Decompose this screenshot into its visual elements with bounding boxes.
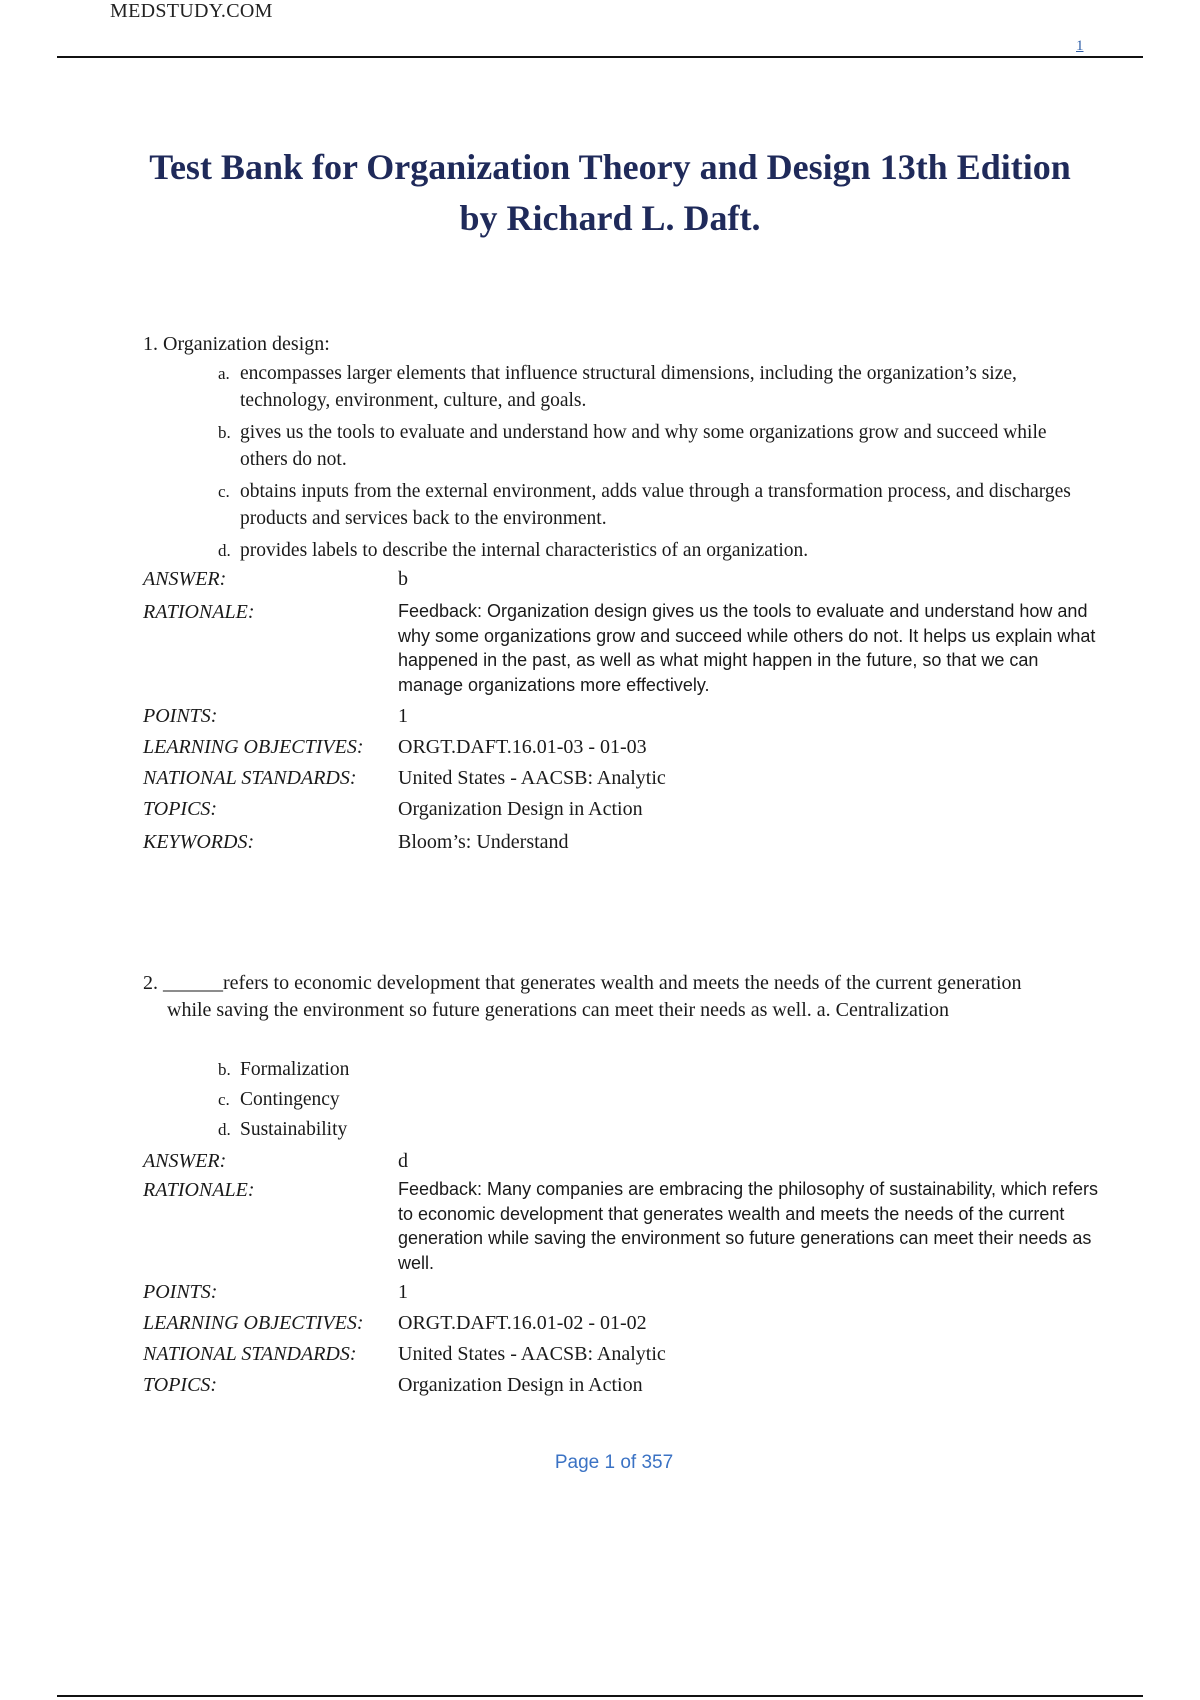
meta-row — [143, 1177, 1103, 1275]
option-text: gives us the tools to evaluate and understand how and why some organizations grow and succeed while others do not. — [240, 422, 1047, 470]
page-marker: 1 — [1076, 38, 1084, 54]
option-text: Sustainability — [240, 1119, 348, 1140]
meta-value: Organization Design in Action — [398, 798, 643, 820]
option-letter: b. — [218, 423, 231, 442]
option-text: Formalization — [240, 1059, 350, 1080]
meta-row — [143, 734, 1103, 761]
option-item — [218, 1116, 1098, 1143]
option-list — [218, 360, 1098, 564]
meta-label: KEYWORDS: — [143, 831, 255, 853]
option-letter: c. — [218, 1090, 230, 1109]
question-stem: 1. Organization design: — [143, 333, 330, 355]
meta-label: NATIONAL STANDARDS: — [143, 767, 357, 789]
answer-meta — [143, 1148, 1103, 1399]
meta-label: POINTS: — [143, 705, 218, 727]
option-list — [218, 1056, 1098, 1143]
site-name: MEDSTUDY.COM — [110, 0, 273, 22]
meta-row — [143, 599, 1103, 697]
meta-value: United States - AACSB: Analytic — [398, 1343, 666, 1365]
option-text: provides labels to describe the internal characteristics of an organization. — [240, 540, 809, 561]
option-text: encompasses larger elements that influence structural dimensions, including the organization’s size, technology, environment, culture, and goals. — [240, 363, 1017, 411]
meta-label: RATIONALE: — [143, 1179, 255, 1201]
option-item — [218, 537, 1098, 564]
header-rule — [57, 56, 1143, 58]
option-letter: c. — [218, 482, 230, 501]
question-stem — [143, 970, 1023, 1024]
option-item — [218, 478, 1098, 532]
option-letter: b. — [218, 1060, 231, 1079]
question-stem-text: 2. ______refers to economic development that generates wealth and meets the needs of the current generation while saving the environment so future generations can meet their needs as well. a. Centralization — [143, 972, 1022, 1021]
meta-label: POINTS: — [143, 1281, 218, 1303]
meta-value: Bloom’s: Understand — [398, 831, 569, 853]
meta-value: b — [398, 568, 408, 590]
meta-label: TOPICS: — [143, 798, 218, 820]
option-letter: d. — [218, 1120, 231, 1139]
meta-row — [143, 1372, 1103, 1399]
meta-row — [143, 566, 1103, 593]
meta-label: ANSWER: — [143, 568, 227, 590]
page-footer: Page 1 of 357 — [554, 1452, 674, 1473]
meta-label: TOPICS: — [143, 1374, 218, 1396]
meta-value: Feedback: Many companies are embracing the philosophy of sustainability, which refers to economic development that generates wealth and meets the needs of the current generation while saving the environment so future generations can meet their needs as well. — [398, 1179, 1099, 1273]
option-item — [218, 419, 1098, 473]
meta-value: 1 — [398, 705, 408, 727]
answer-meta — [143, 566, 1103, 856]
option-item — [218, 1086, 1098, 1113]
meta-row — [143, 1341, 1103, 1368]
option-text: Contingency — [240, 1089, 340, 1110]
meta-row — [143, 1310, 1103, 1337]
meta-row — [143, 703, 1103, 730]
meta-row — [143, 1148, 1103, 1175]
meta-row — [143, 796, 1103, 823]
option-letter: d. — [218, 541, 231, 560]
meta-value: 1 — [398, 1281, 408, 1303]
meta-label: LEARNING OBJECTIVES: — [143, 1312, 364, 1334]
option-item — [218, 1056, 1098, 1083]
meta-value: d — [398, 1150, 408, 1172]
meta-label: LEARNING OBJECTIVES: — [143, 736, 364, 758]
meta-value: ORGT.DAFT.16.01-02 - 01-02 — [398, 1312, 647, 1334]
option-letter: a. — [218, 364, 230, 383]
meta-label: NATIONAL STANDARDS: — [143, 1343, 357, 1365]
meta-value: Feedback: Organization design gives us the tools to evaluate and understand how and why some organizations grow and succeed while others do not. It helps us explain what happened in the past, as well as what might happen in the future, so that we can manage organizations more effectively. — [398, 601, 1096, 695]
meta-value: United States - AACSB: Analytic — [398, 767, 666, 789]
meta-row — [143, 1279, 1103, 1306]
meta-label: RATIONALE: — [143, 601, 255, 623]
meta-label: ANSWER: — [143, 1150, 227, 1172]
document-title: Test Bank for Organization Theory and Design 13th Edition by Richard L. Daft. — [149, 147, 1071, 238]
meta-value: ORGT.DAFT.16.01-03 - 01-03 — [398, 736, 647, 758]
option-item — [218, 360, 1098, 414]
option-text: obtains inputs from the external environment, adds value through a transformation process, and discharges products and services back to the environment. — [240, 481, 1071, 529]
footer-rule — [57, 1695, 1143, 1697]
meta-value: Organization Design in Action — [398, 1374, 643, 1396]
meta-row — [143, 829, 1103, 856]
meta-row — [143, 765, 1103, 792]
